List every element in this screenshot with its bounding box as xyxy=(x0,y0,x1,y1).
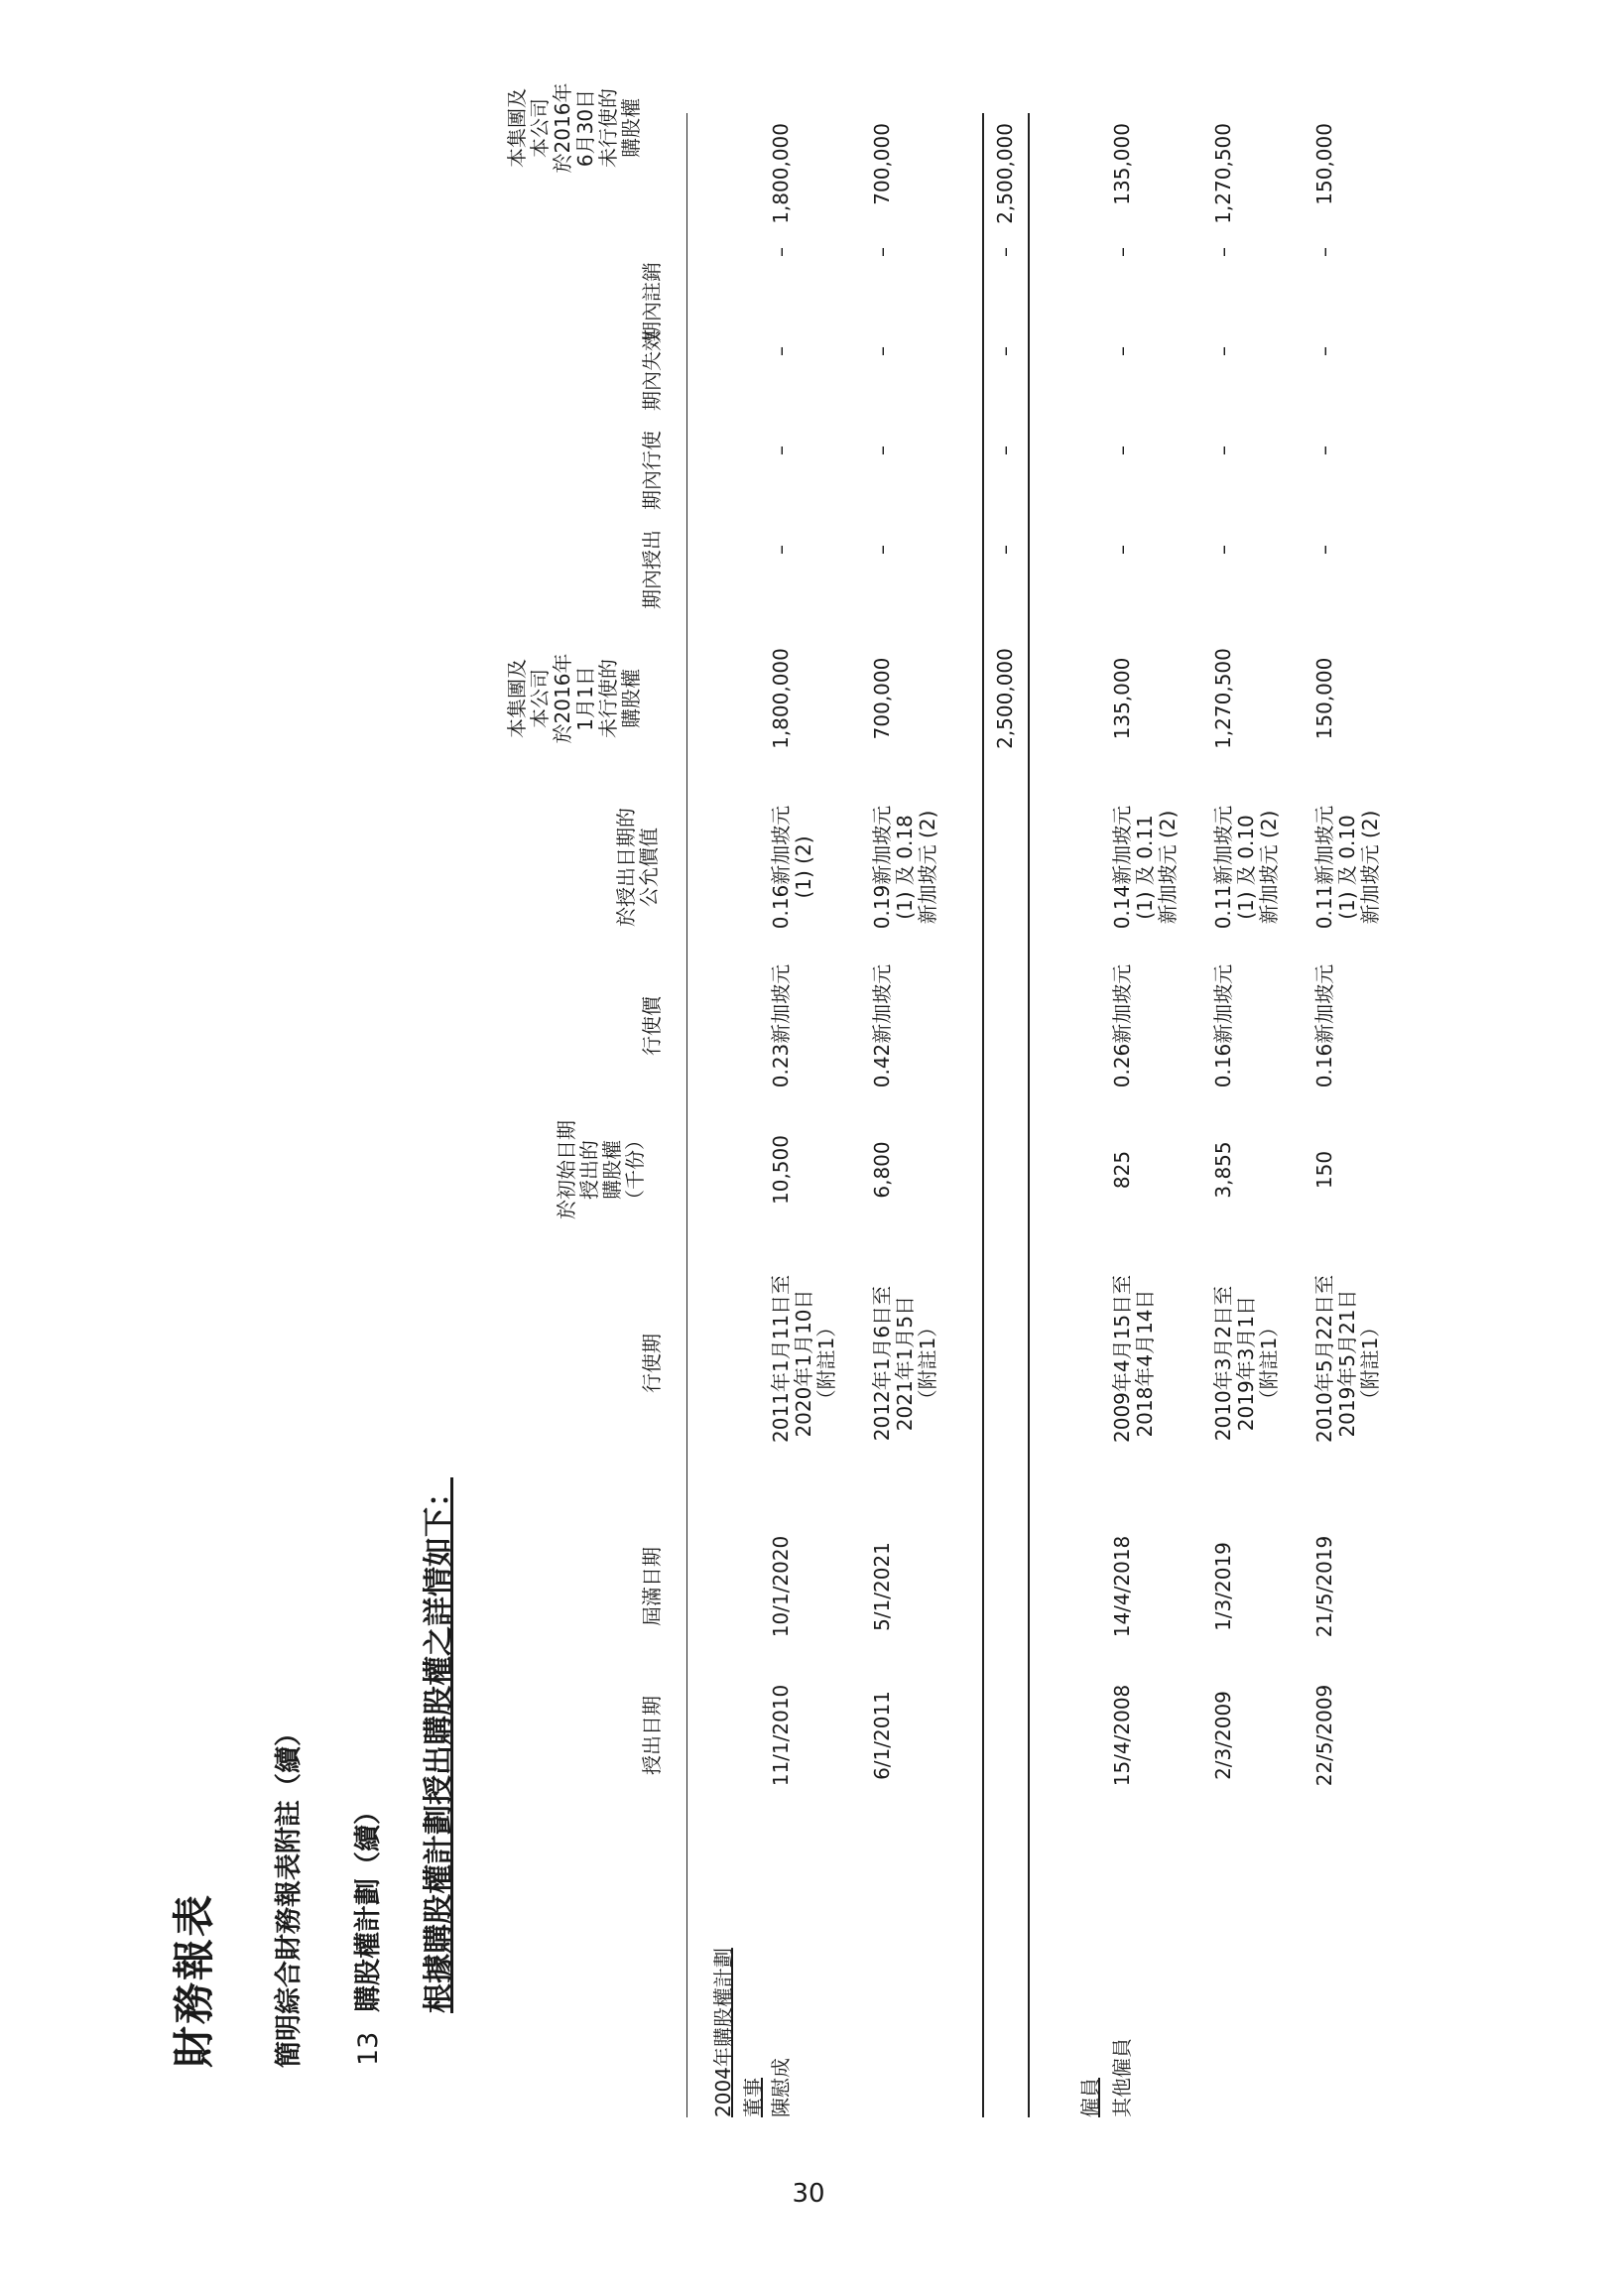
table-cell-lapsed: – xyxy=(1312,346,1336,356)
col-header-grant-date: 授出日期 xyxy=(640,1696,664,1775)
table-cell-expiry-date: 5/1/2021 xyxy=(870,1542,894,1631)
table-cell-expiry-date: 14/4/2018 xyxy=(1110,1535,1134,1638)
table-cell-lapsed: – xyxy=(769,346,793,356)
page-title: 財務報表 xyxy=(170,1892,218,2068)
table-cell-exercised: – xyxy=(769,446,793,455)
table-cell-granted: – xyxy=(769,545,793,555)
table-cell-lapsed: – xyxy=(1211,346,1235,356)
table-cell-granted: – xyxy=(1312,545,1336,555)
table-cell-granted: – xyxy=(1211,545,1235,555)
table-cell-exercise-period: 2011年1月11日至 2020年1月10日 （附註1） xyxy=(769,1274,838,1443)
scheme-label: 2004年購股權計劃 xyxy=(711,1948,735,2117)
table-cell-initial-granted: 6,800 xyxy=(870,1141,894,1199)
table-cell-exercise-period: 2010年5月22日至 2019年5月21日 （附註1） xyxy=(1312,1274,1382,1443)
section-subtitle: 簡明綜合財務報表附註（續） xyxy=(274,1720,305,2068)
table-cell-cancelled: – xyxy=(1211,247,1235,257)
table-cell-fair-value: 0.11新加坡元 (1) 及 0.10 新加坡元 (2) xyxy=(1211,805,1281,930)
col-header-fair-value: 於授出日期的 公允價值 xyxy=(614,808,661,927)
table-cell-outstanding-start: 700,000 xyxy=(870,657,894,740)
page-number: 30 xyxy=(792,2179,825,2209)
subtotal-rule-bottom xyxy=(1028,113,1030,2117)
col-header-lapsed: 期內失效 xyxy=(640,331,664,411)
table-cell-lapsed: – xyxy=(1110,346,1134,356)
table-cell-exercise-price: 0.42新加坡元 xyxy=(870,963,894,1088)
col-header-expiry-date: 屆滿日期 xyxy=(640,1547,664,1626)
table-cell-expiry-date: 21/5/2019 xyxy=(1312,1535,1336,1638)
table-cell-exercise-period: 2010年3月2日至 2019年3月1日 （附註1） xyxy=(1211,1285,1281,1442)
table-cell-exercised: – xyxy=(1110,446,1134,455)
table-cell-cancelled: – xyxy=(870,247,894,257)
table-cell-outstanding-end: 1,270,500 xyxy=(1211,123,1235,224)
employees-section-label: 僱員 xyxy=(1078,2078,1102,2117)
subtotal-cancelled: – xyxy=(993,247,1017,257)
subtotal-outstanding-end: 2,500,000 xyxy=(993,123,1017,224)
subtotal-rule-top xyxy=(982,113,984,2117)
col-header-outstanding-end: 本集團及 本公司 於2016年 6月30日 未行使的 購股權 xyxy=(505,82,643,174)
table-cell-initial-granted: 3,855 xyxy=(1211,1141,1235,1199)
table-cell-grant-date: 2/3/2009 xyxy=(1211,1691,1235,1780)
table-cell-exercised: – xyxy=(1211,446,1235,455)
table-cell-expiry-date: 1/3/2019 xyxy=(1211,1542,1235,1631)
table-cell-granted: – xyxy=(870,545,894,555)
detail-heading: 根據購股權計劃授出購股權之詳情如下： xyxy=(422,1477,456,2013)
col-header-cancelled: 期內註銷 xyxy=(640,262,664,341)
col-header-initial-granted: 於初始日期 授出的 購股權 （千份） xyxy=(555,1120,647,1219)
col-header-exercise-period: 行使期 xyxy=(640,1334,664,1393)
table-cell-outstanding-start: 1,270,500 xyxy=(1211,648,1235,749)
note-number: 13 xyxy=(353,2031,384,2066)
table-cell-initial-granted: 10,500 xyxy=(769,1135,793,1205)
table-cell-grant-date: 11/1/2010 xyxy=(769,1684,793,1787)
table-cell-outstanding-start: 150,000 xyxy=(1312,657,1336,740)
table-cell-exercised: – xyxy=(1312,446,1336,455)
subtotal-outstanding-start: 2,500,000 xyxy=(993,648,1017,749)
col-header-outstanding-start: 本集團及 本公司 於2016年 1月1日 未行使的 購股權 xyxy=(505,653,643,744)
table-cell-fair-value: 0.19新加坡元 (1) 及 0.18 新加坡元 (2) xyxy=(870,805,939,930)
table-cell-initial-granted: 150 xyxy=(1312,1150,1336,1190)
subtotal-exercised: – xyxy=(993,446,1017,455)
table-cell-expiry-date: 10/1/2020 xyxy=(769,1535,793,1638)
table-cell-outstanding-end: 135,000 xyxy=(1110,123,1134,205)
table-cell-granted: – xyxy=(1110,545,1134,555)
subtotal-lapsed: – xyxy=(993,346,1017,356)
col-header-exercised: 期內行使 xyxy=(640,431,664,510)
table-cell-exercise-period: 2009年4月15日至 2018年4月14日 xyxy=(1110,1274,1157,1443)
table-cell-fair-value: 0.16新加坡元 (1) (2) xyxy=(769,805,815,930)
table-cell-cancelled: – xyxy=(1312,247,1336,257)
col-header-exercise-price: 行使價 xyxy=(640,996,664,1056)
director-name: 陳慰成 xyxy=(769,2058,793,2117)
table-cell-grant-date: 22/5/2009 xyxy=(1312,1684,1336,1787)
table-cell-cancelled: – xyxy=(769,247,793,257)
table-cell-exercise-price: 0.26新加坡元 xyxy=(1110,963,1134,1088)
employee-name: 其他僱員 xyxy=(1110,2038,1134,2117)
table-cell-exercise-price: 0.16新加坡元 xyxy=(1312,963,1336,1088)
table-cell-outstanding-start: 1,800,000 xyxy=(769,648,793,749)
table-cell-grant-date: 15/4/2008 xyxy=(1110,1684,1134,1787)
table-cell-grant-date: 6/1/2011 xyxy=(870,1691,894,1780)
table-cell-cancelled: – xyxy=(1110,247,1134,257)
table-cell-exercise-period: 2012年1月6日至 2021年1月5日 （附註1） xyxy=(870,1285,939,1442)
table-cell-exercise-price: 0.16新加坡元 xyxy=(1211,963,1235,1088)
table-cell-outstanding-start: 135,000 xyxy=(1110,657,1134,740)
table-cell-outstanding-end: 700,000 xyxy=(870,123,894,205)
col-header-granted: 期內授出 xyxy=(640,530,664,609)
note-title: 購股權計劃（續） xyxy=(353,1798,384,2012)
table-cell-exercised: – xyxy=(870,446,894,455)
table-cell-fair-value: 0.14新加坡元 (1) 及 0.11 新加坡元 (2) xyxy=(1110,805,1180,930)
header-rule xyxy=(686,113,687,2117)
table-cell-exercise-price: 0.23新加坡元 xyxy=(769,963,793,1088)
table-cell-outstanding-end: 1,800,000 xyxy=(769,123,793,224)
table-cell-lapsed: – xyxy=(870,346,894,356)
directors-section-label: 董事 xyxy=(741,2078,765,2117)
table-cell-outstanding-end: 150,000 xyxy=(1312,123,1336,205)
table-cell-initial-granted: 825 xyxy=(1110,1150,1134,1190)
table-cell-fair-value: 0.11新加坡元 (1) 及 0.10 新加坡元 (2) xyxy=(1312,805,1382,930)
subtotal-granted: – xyxy=(993,545,1017,555)
